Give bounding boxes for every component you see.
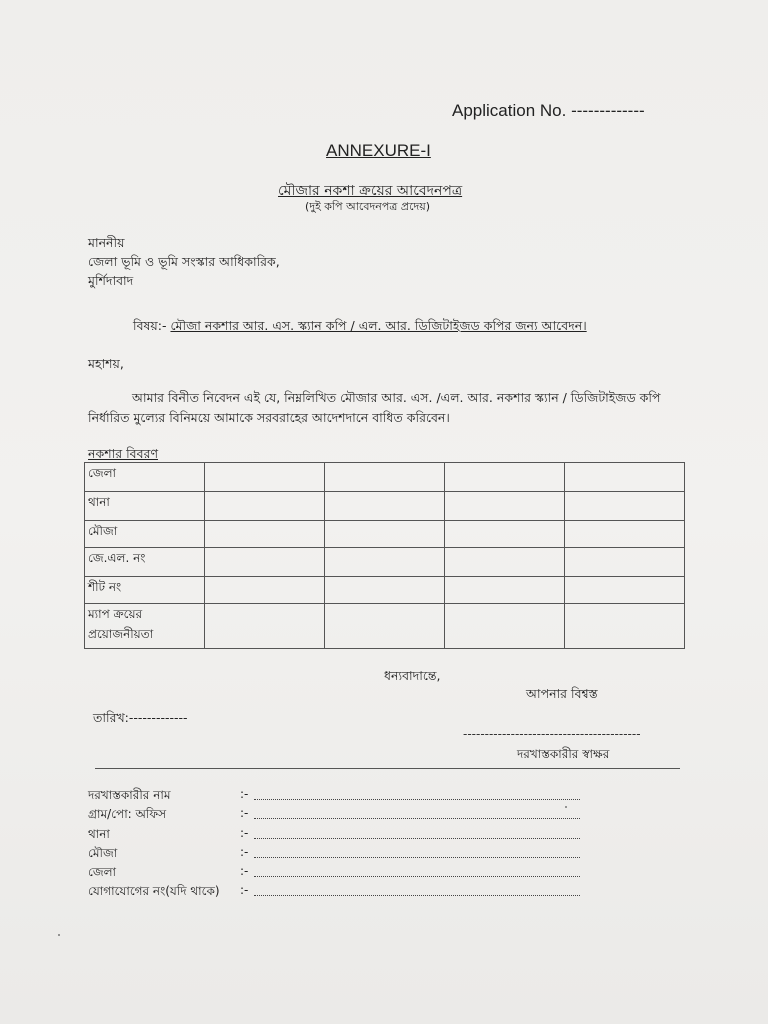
- table-row-label: থানা: [85, 492, 205, 521]
- table-row: [85, 492, 685, 521]
- table-row-label: ম্যাপ ক্রয়ের প্রয়োজনীয়তা: [85, 604, 205, 649]
- table-row: [85, 463, 685, 492]
- info-label: জেলা: [88, 865, 117, 879]
- table-value-cell[interactable]: [205, 492, 325, 521]
- info-input-line[interactable]: [254, 876, 580, 877]
- table-row-label: জে.এল. নং: [85, 548, 205, 577]
- form-title: মৌজার নকশা ক্রয়ের আবেদনপত্র: [278, 183, 463, 199]
- info-label: দরখাস্তকারীর নাম: [88, 788, 171, 802]
- table-value-cell[interactable]: [445, 604, 565, 649]
- info-separator: :-: [240, 845, 249, 859]
- scan-speck: [565, 806, 567, 808]
- table-row-label: জেলা: [85, 463, 205, 492]
- thanks-text: ধন্যবাদান্তে,: [384, 668, 441, 683]
- info-separator: :-: [240, 787, 249, 801]
- subject-prefix: বিষয়:-: [133, 318, 171, 333]
- table-value-cell[interactable]: [205, 604, 325, 649]
- info-input-line[interactable]: [254, 818, 580, 819]
- table-row-label: শীট নং: [85, 577, 205, 604]
- body-text: আমার বিনীত নিবেদন এই যে, নিম্নলিখিত মৌজার আর. এস. /এল. আর. নকশার স্ক্যান / ডিজিটাইজড কপি নির্ধারিত মুল্যের বিনিময়ে আমাকে সরবরাহের আদেশদানে বাধিত করিবেন।: [88, 390, 661, 425]
- info-label: মৌজা: [88, 846, 118, 860]
- table-value-cell[interactable]: [565, 548, 685, 577]
- address-line-3: মুর্শিদাবাদ: [88, 273, 134, 288]
- table-value-cell[interactable]: [565, 492, 685, 521]
- table-value-cell[interactable]: [325, 548, 445, 577]
- application-number: Application No. -------------: [452, 101, 645, 120]
- info-input-line[interactable]: [254, 895, 580, 896]
- table-value-cell[interactable]: [205, 463, 325, 492]
- table-row: [85, 548, 685, 577]
- signature-line: -----------------------------------------: [463, 727, 641, 741]
- subject-line: [133, 318, 587, 338]
- info-separator: :-: [240, 864, 249, 878]
- table-value-cell[interactable]: [445, 548, 565, 577]
- table-value-cell[interactable]: [445, 463, 565, 492]
- table-value-cell[interactable]: [325, 577, 445, 604]
- info-separator: :-: [240, 826, 249, 840]
- table-value-cell[interactable]: [565, 521, 685, 548]
- body-paragraph: [88, 388, 688, 428]
- table-value-cell[interactable]: [325, 492, 445, 521]
- table-value-cell[interactable]: [565, 604, 685, 649]
- info-label: যোগাযোগের নং(যদি থাকে): [88, 884, 220, 898]
- signature-label: দরখাস্তকারীর স্বাক্ষর: [517, 747, 610, 761]
- subject-text: মৌজা নকশার আর. এস. স্ক্যান কপি / এল. আর. ডিজিটাইজড কপির জন্য আবেদন।: [170, 318, 587, 333]
- table-value-cell[interactable]: [205, 521, 325, 548]
- info-input-line[interactable]: [254, 799, 580, 800]
- section-divider: [95, 768, 680, 769]
- info-input-line[interactable]: [254, 838, 580, 839]
- yours-faithfully: আপনার বিশ্বস্ত: [526, 686, 598, 701]
- info-label: থানা: [88, 827, 110, 841]
- table-value-cell[interactable]: [325, 521, 445, 548]
- date-field: তারিখ:-------------: [93, 710, 188, 725]
- info-separator: :-: [240, 806, 249, 820]
- annexure-heading: ANNEXURE-I: [326, 141, 431, 160]
- table-value-cell[interactable]: [325, 463, 445, 492]
- table-row: [85, 521, 685, 548]
- table-value-cell[interactable]: [565, 577, 685, 604]
- table-value-cell[interactable]: [205, 548, 325, 577]
- table-value-cell[interactable]: [445, 521, 565, 548]
- address-line-2: জেলা ভূমি ও ভূমি সংস্কার আধিকারিক,: [88, 254, 280, 269]
- form-subtitle: (দুই কপি আবেদনপত্র প্রদেয়): [305, 200, 431, 213]
- table-row-label: মৌজা: [85, 521, 205, 548]
- table-value-cell[interactable]: [565, 463, 685, 492]
- address-line-1: মাননীয়: [88, 235, 125, 250]
- table-value-cell[interactable]: [325, 604, 445, 649]
- info-input-line[interactable]: [254, 857, 580, 858]
- info-label: গ্রাম/পো: অফিস: [88, 807, 167, 821]
- info-separator: :-: [240, 883, 249, 897]
- table-caption: নকশার বিবরণ: [88, 446, 159, 461]
- table-row: [85, 604, 685, 649]
- map-details-table: [84, 462, 685, 649]
- table-row: [85, 577, 685, 604]
- scan-speck: [58, 934, 60, 936]
- table-value-cell[interactable]: [445, 492, 565, 521]
- table-value-cell[interactable]: [205, 577, 325, 604]
- salutation: মহাশয়,: [88, 356, 124, 371]
- table-value-cell[interactable]: [445, 577, 565, 604]
